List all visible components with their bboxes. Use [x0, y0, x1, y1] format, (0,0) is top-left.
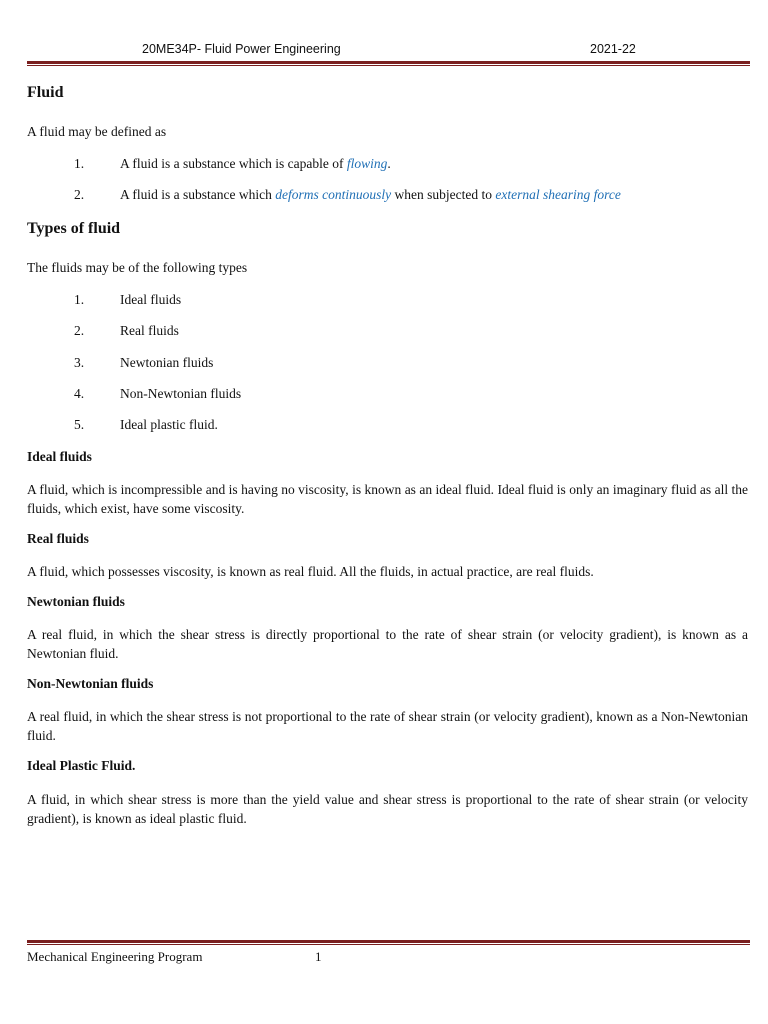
type-number: 3. — [74, 355, 85, 370]
definition-text: A fluid is a substance which — [120, 187, 276, 202]
definition-text: A fluid is a substance which is capable of — [120, 156, 347, 171]
types-intro: The fluids may be of the following types — [27, 260, 248, 275]
footer-rule — [27, 940, 750, 945]
footer-program: Mechanical Engineering Program — [27, 949, 203, 964]
paragraph-ideal-plastic-fluid: A fluid, in which shear stress is more than the yield value and shear stress is proportional to the rate of shear strain (or velocity gradient), is known as ideal plastic fluid. — [27, 792, 748, 826]
type-item: Ideal plastic fluid. — [120, 417, 218, 432]
definition-text: when subjected to — [391, 187, 496, 202]
type-item: Newtonian fluids — [120, 355, 214, 370]
subheading-ideal-plastic-fluid: Ideal Plastic Fluid. — [27, 758, 136, 773]
header-course-title: 20ME34P- Fluid Power Engineering — [142, 42, 341, 56]
definition-highlight: external shearing force — [495, 187, 621, 202]
paragraph-non-newtonian-fluids: A real fluid, in which the shear stress is not proportional to the rate of shear strain (or velocity gradient), known as a Non-Newtonian fluid. — [27, 709, 748, 743]
subheading-ideal-fluids: Ideal fluids — [27, 449, 92, 464]
definition-number: 2. — [74, 187, 85, 202]
paragraph-newtonian-fluids: A real fluid, in which the shear stress is directly proportional to the rate of shear strain (or velocity gradient), is known as a Newtonian fluid. — [27, 627, 748, 661]
type-number: 2. — [74, 323, 85, 338]
header-rule — [27, 61, 750, 66]
definition-item — [120, 156, 391, 172]
type-number: 5. — [74, 417, 85, 432]
section-heading-fluid: Fluid — [27, 84, 64, 101]
type-item: Real fluids — [120, 323, 179, 338]
definition-highlight: deforms continuously — [275, 187, 392, 202]
definition-highlight: flowing — [346, 156, 388, 171]
type-number: 1. — [74, 292, 85, 307]
type-number: 4. — [74, 386, 85, 401]
fluid-intro: A fluid may be defined as — [27, 124, 167, 139]
subheading-non-newtonian-fluids: Non-Newtonian fluids — [27, 676, 154, 691]
paragraph-ideal-fluids: A fluid, which is incompressible and is having no viscosity, is known as an ideal fluid. Ideal fluid is only an imaginary fluid as all the fluids, which exist, have some viscosity. — [27, 482, 748, 516]
subheading-newtonian-fluids: Newtonian fluids — [27, 594, 125, 609]
paragraph-real-fluids: A fluid, which possesses viscosity, is known as real fluid. All the fluids, in actual practice, are real fluids. — [27, 564, 594, 579]
subheading-real-fluids: Real fluids — [27, 531, 89, 546]
type-item: Non-Newtonian fluids — [120, 386, 242, 401]
header-year: 2021-22 — [590, 42, 636, 56]
page-number: 1 — [315, 949, 322, 964]
definition-number: 1. — [74, 156, 85, 171]
type-item: Ideal fluids — [120, 292, 182, 307]
section-heading-types: Types of fluid — [27, 220, 121, 237]
definition-text: . — [387, 156, 391, 171]
definition-item — [120, 187, 621, 203]
